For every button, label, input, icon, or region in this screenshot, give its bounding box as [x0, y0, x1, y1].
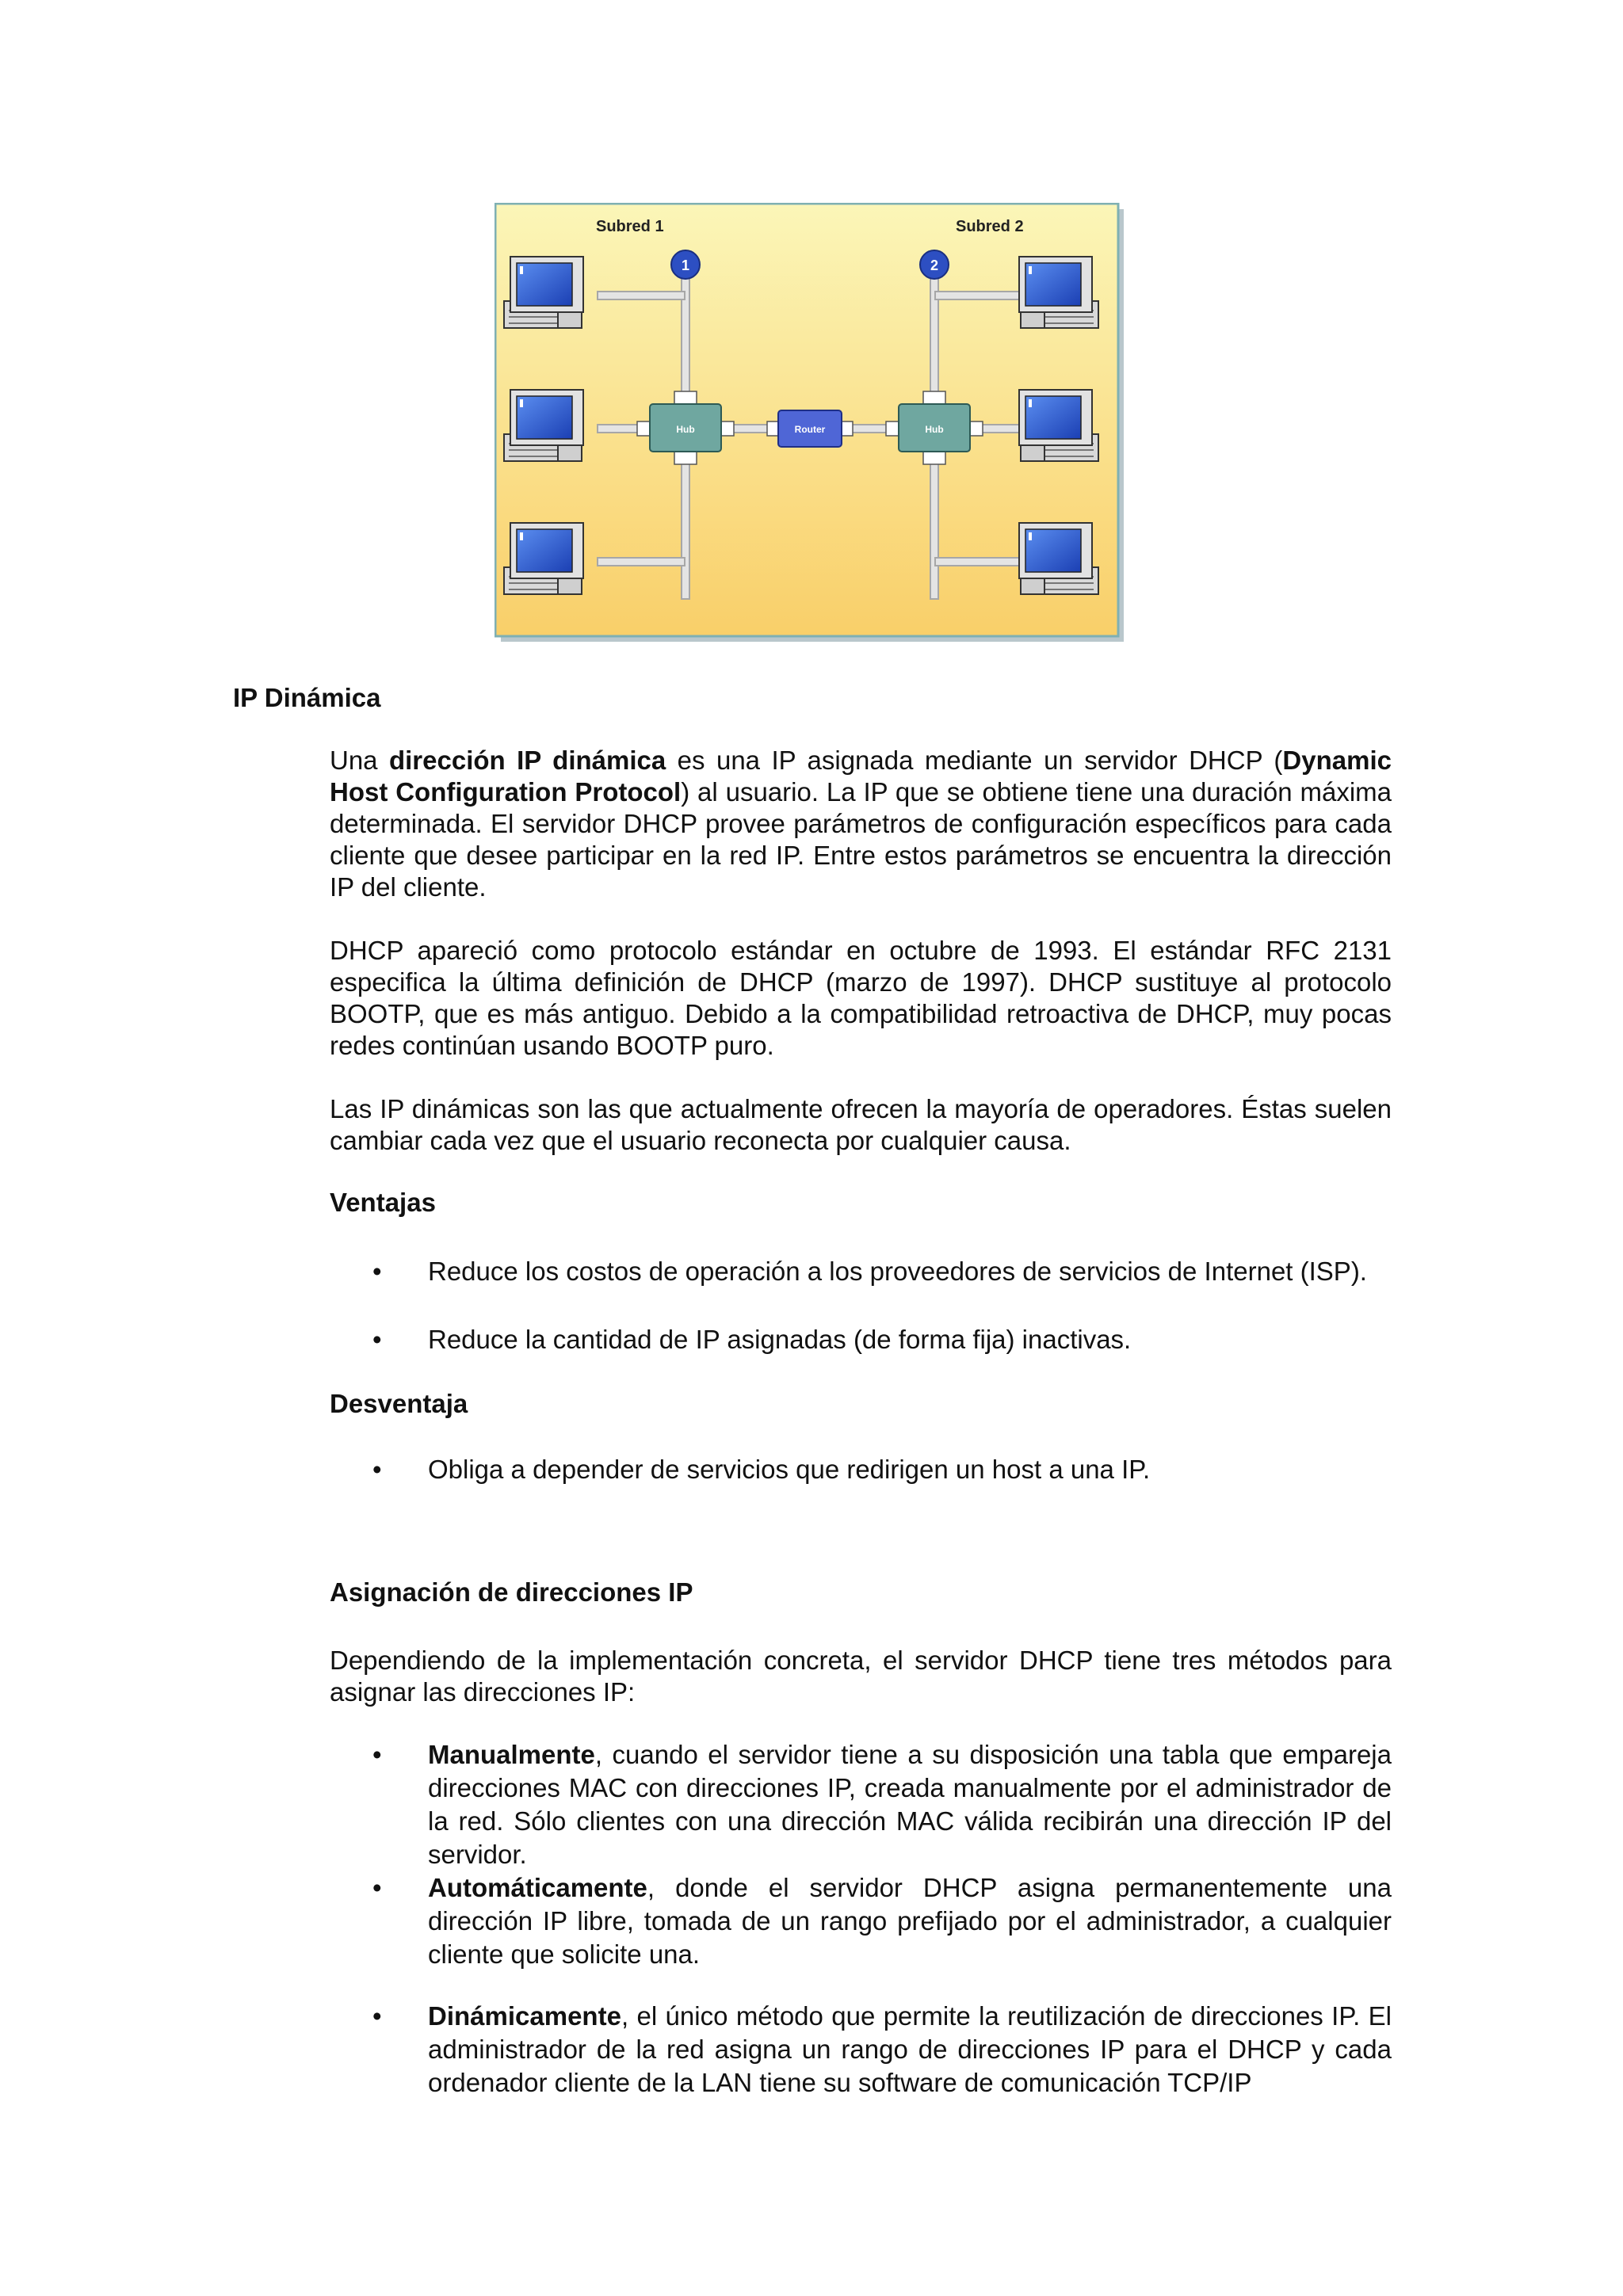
- list-item-text: Automáticamente, donde el servidor DHCP asigna permanentemente una dirección IP libre, tomada de un rango prefijado por el administrador, a cualquier cliente que solicite una.: [428, 1873, 1392, 1969]
- list-item-text: Reduce los costos de operación a los proveedores de servicios de Internet (ISP).: [428, 1257, 1367, 1286]
- bullet-icon: •: [372, 1455, 382, 1484]
- subnet1-badge: [671, 250, 700, 279]
- hub-left-label: Hub: [676, 424, 695, 435]
- section-title: IP Dinámica: [233, 683, 381, 712]
- bullet-icon: •: [372, 1257, 382, 1286]
- paragraph-dynamic-ip: Las IP dinámicas son las que actualmente ofrecen la mayoría de operadores. Éstas suelen cambiar cada vez que el usuario reconecta por cualquier causa.: [330, 1094, 1392, 1155]
- paragraph-dhcp-intro: Una dirección IP dinámica es una IP asignada mediante un servidor DHCP (Dynamic Host Configuration Protocol) al usuario. La IP que se obtiene tiene una duración máxima determinada. El servidor DHCP provee parámetros de configuración específicos para cada cliente que desee participar en la red IP. Entre estos parámetros se encuentra la dirección IP del cliente.: [330, 746, 1392, 902]
- subnet2-badge-number: 2: [930, 257, 939, 273]
- ventajas-heading: Ventajas: [330, 1188, 436, 1217]
- list-item: [330, 1738, 1392, 1871]
- computer-icon: [504, 390, 583, 461]
- list-item: [330, 1871, 1392, 1971]
- subnet2-label: Subred 2: [956, 218, 1024, 235]
- bullet-icon: •: [372, 2001, 382, 2031]
- router: [767, 410, 853, 447]
- subnet1-label: Subred 1: [596, 218, 664, 235]
- bullet-icon: •: [372, 1740, 382, 1769]
- bullet-icon: •: [372, 1873, 382, 1902]
- subnet1-badge-number: 1: [681, 257, 690, 273]
- computer-icon: [504, 523, 583, 594]
- computer-icon: [504, 257, 583, 328]
- list-item-text: Manualmente, cuando el servidor tiene a su disposición una tabla que empareja direcciones MAC con direcciones IP, creada manualmente por el administrador de la red. Sólo clientes con una dirección MAC válida recibirán una dirección IP del servidor.: [428, 1740, 1392, 1869]
- list-item: [330, 1323, 1392, 1356]
- router-label: Router: [794, 424, 826, 435]
- hub-right-label: Hub: [925, 424, 944, 435]
- computer-icon: [1019, 257, 1098, 328]
- subnet2-badge: [920, 250, 949, 279]
- paragraph-asignacion-intro: Dependiendo de la implementación concreta, el servidor DHCP tiene tres métodos para asignar las direcciones IP:: [330, 1646, 1392, 1707]
- list-item-text: Obliga a depender de servicios que redirigen un host a una IP.: [428, 1455, 1151, 1484]
- list-item-text: Reduce la cantidad de IP asignadas (de forma fija) inactivas.: [428, 1325, 1132, 1354]
- network-diagram: [495, 203, 1125, 643]
- list-item: [330, 1453, 1392, 1486]
- bullet-icon: •: [372, 1325, 382, 1354]
- desventaja-heading: Desventaja: [330, 1389, 468, 1418]
- list-item: [330, 1255, 1392, 1288]
- paragraph-dhcp-history: DHCP apareció como protocolo estándar en octubre de 1993. El estándar RFC 2131 especifica la última definición de DHCP (marzo de 1997). DHCP sustituye al protocolo BOOTP, que es más antiguo. Debido a la compatibilidad retroactiva de DHCP, muy pocas redes continúan usando BOOTP puro.: [330, 936, 1392, 1060]
- asignacion-heading: Asignación de direcciones IP: [330, 1577, 693, 1607]
- list-item: [330, 2000, 1392, 2100]
- computer-icon: [1019, 523, 1098, 594]
- list-item-text: Dinámicamente, el único método que permite la reutilización de direcciones IP. El administrador de la red asigna un rango de direcciones IP para el DHCP y cada ordenador cliente de la LAN tiene su software de comunicación TCP/IP: [428, 2001, 1392, 2097]
- computer-icon: [1019, 390, 1098, 461]
